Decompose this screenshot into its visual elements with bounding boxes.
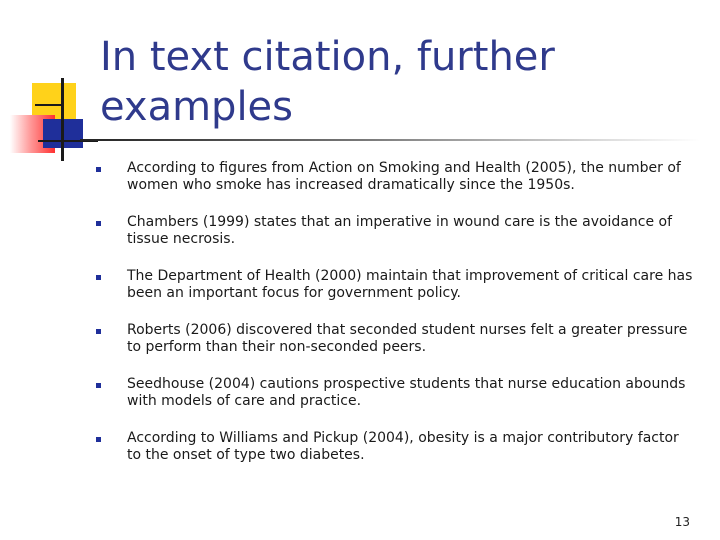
square-bullet-icon [96,275,101,280]
square-bullet-icon [96,437,101,442]
bullet-text: Roberts (2006) discovered that seconded student nurses felt a greater pressure to perform than their non-seconded peers. [127,322,688,355]
decorative-horizontal-line [35,104,63,106]
square-bullet-icon [96,329,101,334]
bullet-text: The Department of Health (2000) maintain that improvement of critical care has been an important focus for government policy. [127,268,693,301]
bullet-text: According to figures from Action on Smoking and Health (2005), the number of women who smoke has increased dramatically since the 1950s. [127,160,681,193]
bullet-text: Seedhouse (2004) cautions prospective students that nurse education abounds with models of care and practice. [127,376,686,409]
square-bullet-icon [96,383,101,388]
bullet-text: According to Williams and Pickup (2004), obesity is a major contributory factor to the onset of type two diabetes. [127,430,679,463]
square-bullet-icon [96,221,101,226]
bullet-text: Chambers (1999) states that an imperative in wound care is the avoidance of tissue necrosis. [127,214,673,247]
square-bullet-icon [96,167,101,172]
title-underline-rule [80,139,700,141]
page-number: 13 [674,515,690,529]
slide-title: In text citation, further examples [100,34,555,130]
decorative-vertical-line [61,78,64,161]
